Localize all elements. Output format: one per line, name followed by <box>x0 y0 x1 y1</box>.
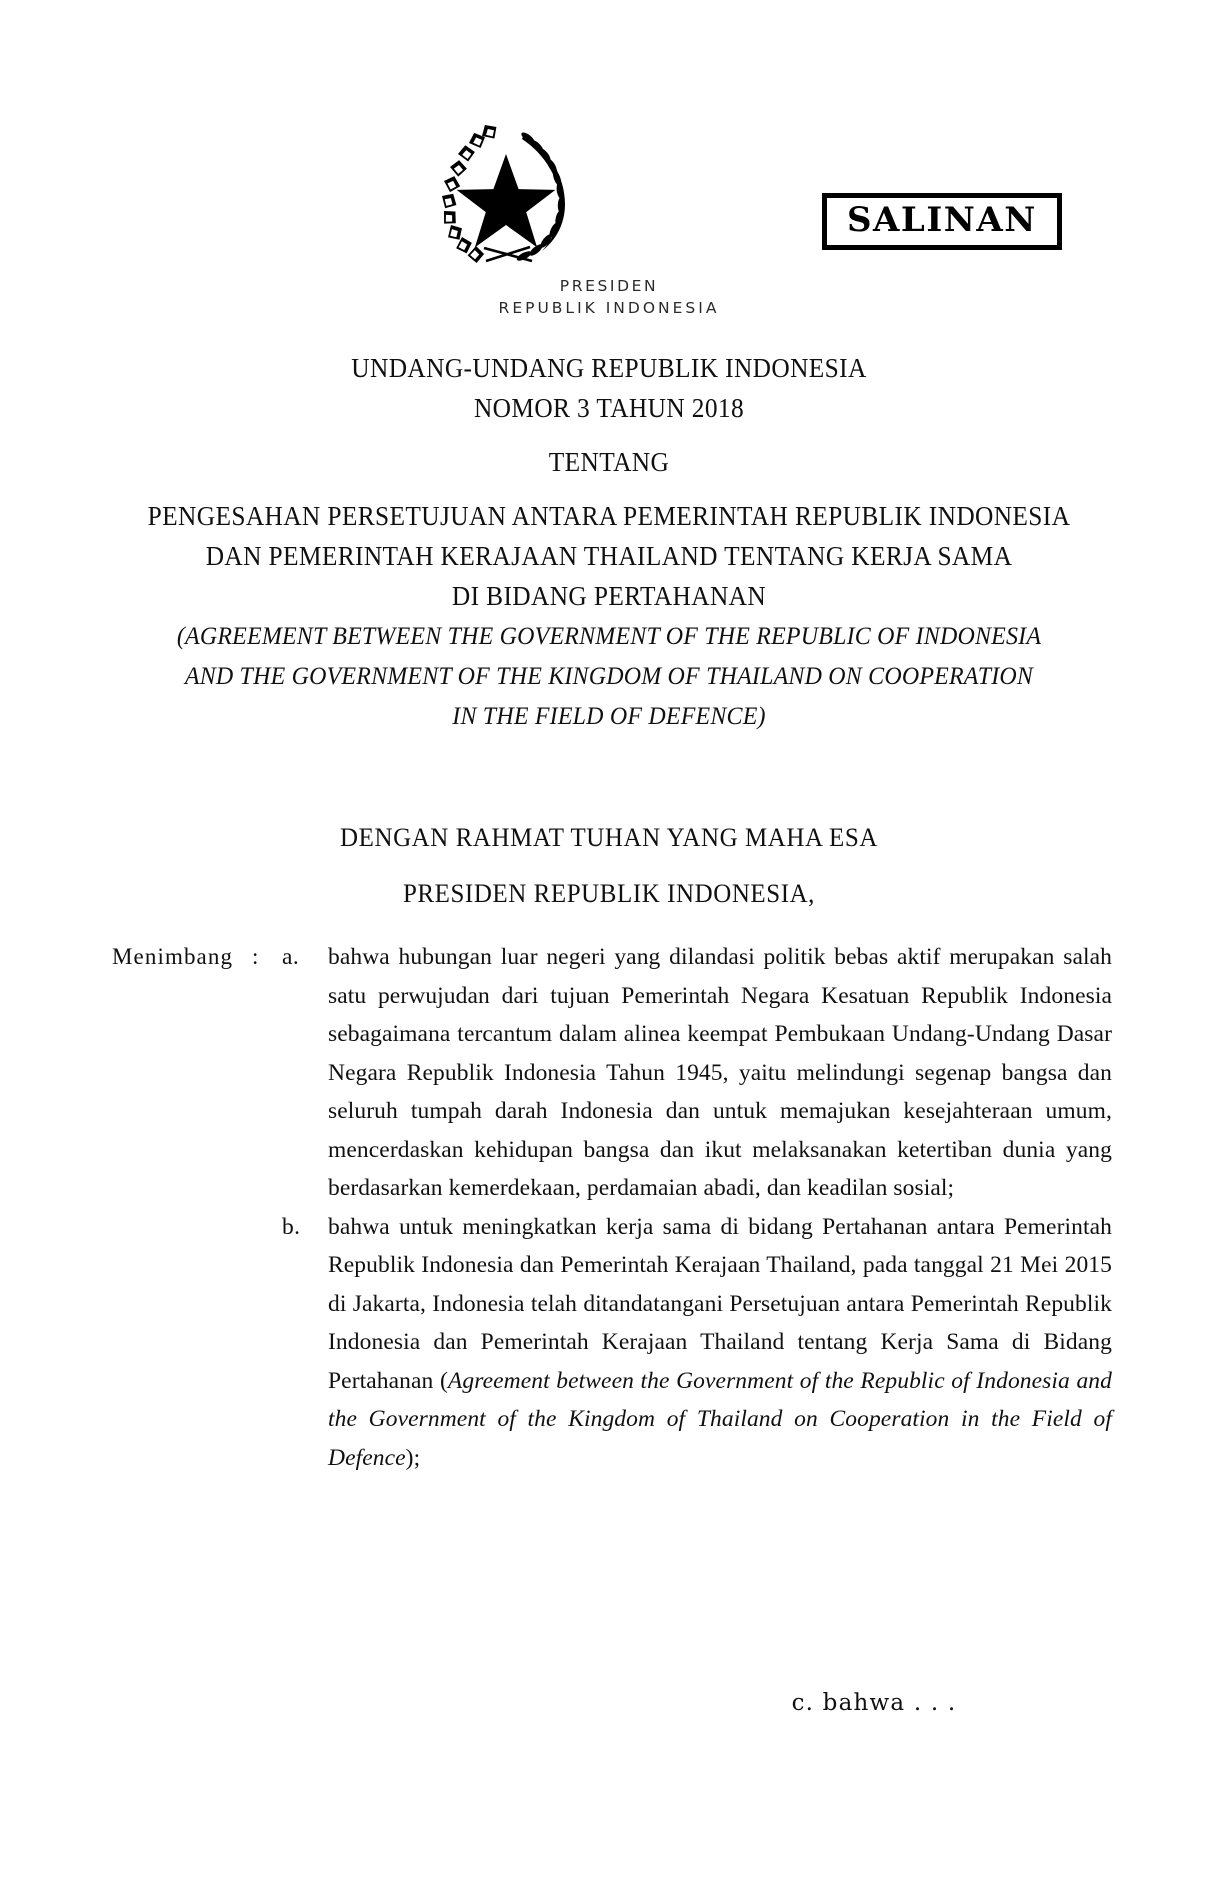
salinan-stamp-label: SALINAN <box>847 200 1037 240</box>
consideration-text-a: bahwa hubungan luar negeri yang dilandasi politik bebas aktif merupakan salah satu perwujudan dari tujuan Pemerintah Negara Kesatuan Republik Indonesia sebagaimana tercantum dalam alinea keempat Pembukaan Undang-Undang Dasar Negara Republik Indonesia Tahun 1945, yaitu melindungi segenap bangsa dan seluruh tumpah darah Indonesia dan untuk memajukan kesejahteraan umum, mencerdaskan kehidupan bangsa dan ikut melaksanakan ketertiban dunia yang berdasarkan kemerdekaan, perdamaian abadi, dan keadilan sosial; <box>328 944 1112 1201</box>
title-subject-line-2: DAN PEMERINTAH KERAJAAN THAILAND TENTANG KERJA SAMA <box>205 541 1013 571</box>
title-subject-line-3: DI BIDANG PERTAHANAN <box>451 581 767 611</box>
consideration-b-part-1: bahwa untuk meningkatkan kerja sama di bidang Pertahanan antara Pemerintah Republik Indonesia dan Pemerintah Kerajaan Thailand, pada tanggal 21 Mei 2015 di Jakarta, Indonesia telah ditandatangani Persetujuan antara Pemerintah Republik Indonesia dan Pemerintah Kerajaan Thailand tentang Kerja Sama di Bidang Pertahanan ( <box>328 1213 1112 1394</box>
page-continuation-marker <box>0 1690 1218 1716</box>
considerations-label: Menimbang <box>112 944 234 969</box>
consideration-marker-a: a. <box>282 944 300 970</box>
caption-line-republik-indonesia: REPUBLIK INDONESIA <box>498 299 720 317</box>
enacting-formula-block <box>0 810 1218 922</box>
considerations-colon: : <box>252 944 259 969</box>
consideration-text-b <box>328 1208 1112 1478</box>
title-english-line-2: AND THE GOVERNMENT OF THE KINGDOM OF THAILAND ON COOPERATION <box>184 661 1034 690</box>
salinan-stamp <box>822 193 1062 250</box>
continuation-text: c. bahwa . . . <box>791 1690 957 1716</box>
consideration-item-b <box>112 1208 1112 1478</box>
title-tentang: TENTANG <box>548 447 670 477</box>
oath-line-dengan-rahmat: DENGAN RAHMAT TUHAN YANG MAHA ESA <box>340 823 878 852</box>
consideration-b-agreement-title: Agreement between the Government of the Republic of Indonesia and the Government of the Kingdom of Thailand on Cooperation in the Field of Defence <box>328 1367 1112 1471</box>
document-masthead <box>0 108 1218 318</box>
title-number-year: NOMOR 3 TAHUN 2018 <box>473 393 745 423</box>
caption-line-presiden: PRESIDEN <box>559 277 659 295</box>
considerations-section <box>112 938 1112 1477</box>
title-law-type: UNDANG-UNDANG REPUBLIK INDONESIA <box>351 353 867 383</box>
consideration-b-part-2: ); <box>405 1444 421 1471</box>
presiden-republik-indonesia-caption <box>0 275 1218 319</box>
document-title-block <box>0 348 1218 736</box>
title-subject-line-1: PENGESAHAN PERSETUJUAN ANTARA PEMERINTAH REPUBLIK INDONESIA <box>147 501 1071 531</box>
garuda-star-wreath-emblem <box>428 120 584 270</box>
consideration-marker-b: b. <box>282 1213 301 1240</box>
title-english-line-1: (AGREEMENT BETWEEN THE GOVERNMENT OF THE REPUBLIC OF INDONESIA <box>176 621 1042 650</box>
consideration-item-a <box>112 938 1112 1208</box>
title-english-line-3: IN THE FIELD OF DEFENCE) <box>452 701 766 730</box>
oath-line-presiden: PRESIDEN REPUBLIK INDONESIA, <box>402 879 816 908</box>
